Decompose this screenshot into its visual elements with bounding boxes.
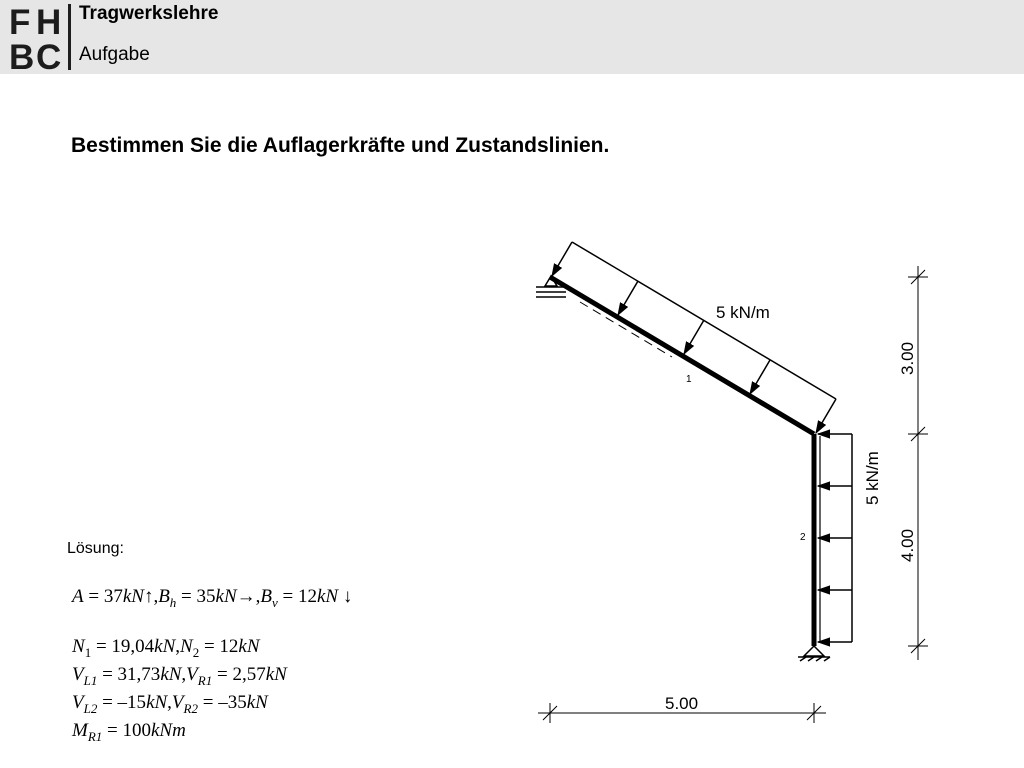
sym-n2: N [180,636,193,657]
dim-bottom-label: 5.00 [665,694,699,713]
shear-forces-2-equation: $V_{L2} = -15kN,V_{R2} = -35kN$ [72,692,268,716]
val-vr1: = 2,57 [212,664,266,685]
solution-heading: Lösung: [67,540,124,557]
val-vl2: = –15 [97,692,147,713]
member-1-inclined [550,277,814,434]
val-n2: = 12 [199,636,239,657]
logo-letter-b: B [9,38,35,71]
horizontal-load [818,434,852,642]
structure-drawing [520,230,950,730]
fhbc-logo [8,3,66,71]
member-1-label: 1 [686,374,692,385]
logo-divider [68,4,71,70]
sym-bv: B [260,586,272,607]
sub-vl1: L1 [83,672,98,688]
arrow-right-icon: → [236,586,256,607]
moment-equation [72,720,186,745]
inclined-load [552,242,836,433]
member-1-hatch [580,302,672,357]
val-n1: = 19,04 [91,636,155,657]
val-bv: = 12 [277,586,317,607]
pin-support [798,646,830,661]
sym-bh: B [158,586,170,607]
section-label: Aufgabe [79,44,150,65]
support-reactions-equation: $A = 37kN↑,B_h = 35kN\to,B_v = 12kN$ ↓ [72,586,353,610]
arrow-down-icon: ↓ [342,586,353,607]
val-mr1: = 100 [102,720,151,741]
vertical-dimension [908,266,928,660]
unit-bv: kN [316,586,339,607]
dim-lower-label: 4.00 [898,528,917,562]
shear-forces-1-equation: $V_{L1} = 31,73kN,V_{R1} = 2,57kN$ [72,664,287,688]
sub-vr2: R2 [183,700,198,716]
logo-letter-h: H [36,3,62,42]
unit-mr1: kNm [151,720,186,741]
unit-n1: kN [154,636,176,657]
sub-mr1: R1 [87,728,103,744]
unit-vr1: kN [265,664,287,685]
sub-n1: 1 [84,644,92,660]
sym-vr1: V [186,664,198,685]
member-2-label: 2 [800,532,806,543]
sym-vl1: V [72,664,84,685]
val-bh: = 35 [176,586,216,607]
unit-bh: kN [215,586,237,607]
arrow-up-icon: ↑ [143,586,154,607]
dim-upper-label: 3.00 [898,341,917,375]
sub-bv: v [271,594,278,610]
sym-n1: N [72,636,85,657]
vertical-load-label: 5 kN/m [863,451,882,505]
val-a: = 37 [83,586,123,607]
sub-n2: 2 [192,644,200,660]
task-heading: Bestimmen Sie die Auflagerkräfte und Zustandslinien. [71,134,610,157]
sub-vr1: R1 [197,672,213,688]
header-bar [0,0,1024,74]
unit-vl1: kN [160,664,182,685]
unit-n2: kN [238,636,260,657]
sub-bh: h [169,594,177,610]
unit-a: kN [122,586,144,607]
val-vr2: = –35 [197,692,247,713]
unit-vl2: kN [146,692,168,713]
logo-letter-f: F [9,3,31,42]
unit-vr2: kN [246,692,268,713]
inclined-load-label: 5 kN/m [716,303,770,322]
sym-mr1: M [72,720,88,741]
sym-vr2: V [171,692,184,713]
logo-letter-c: C [36,38,62,71]
course-title: Tragwerkslehre [79,3,219,24]
sym-a: A [72,586,84,607]
sub-vl2: L2 [83,700,98,716]
normal-forces-equation: $N_1 = 19,04kN,N_2 = 12kN$ [72,636,260,660]
val-vl1: = 31,73 [97,664,161,685]
sym-vl2: V [72,692,84,713]
